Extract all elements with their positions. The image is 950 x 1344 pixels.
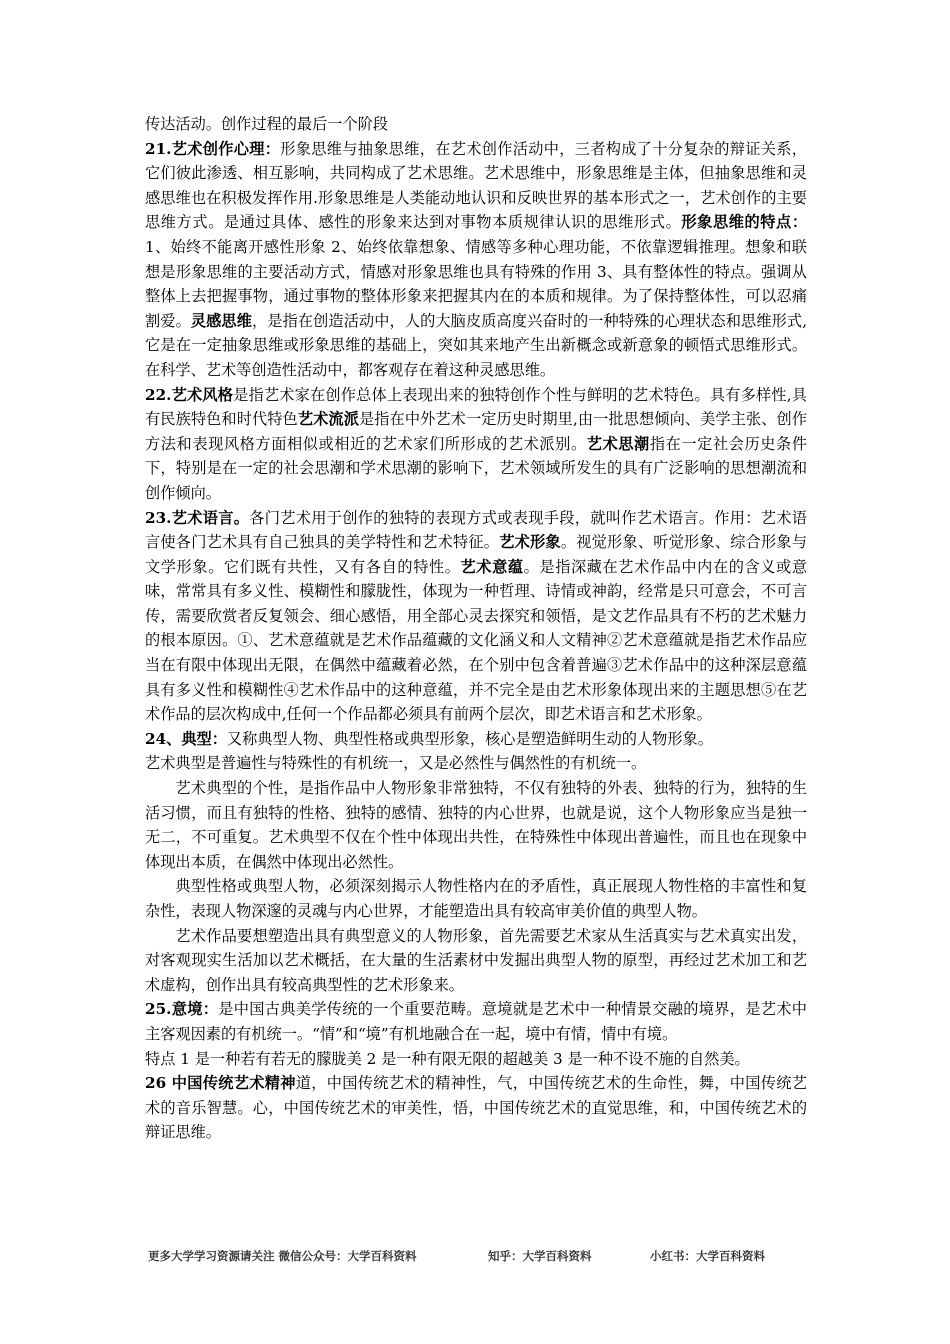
intro-line: 传达活动。创作过程的最后一个阶段 <box>145 115 388 133</box>
term-art-school: 艺术流派 <box>297 410 359 429</box>
section-24: 24、典型：又称典型人物、典型性格或典型形象，核心是塑造鲜明生动的人物形象。 <box>145 729 713 748</box>
section-24-heading: 24、典型： <box>145 729 227 748</box>
term-art-trend: 艺术思潮 <box>586 434 650 453</box>
section-23-heading: 23.艺术语言。 <box>145 508 250 527</box>
term-inspiration-thinking: 灵感思维 <box>190 311 252 330</box>
term-art-connotation: 艺术意蕴 <box>460 557 524 576</box>
footer-xiaohongshu: 小红书：大学百科资料 <box>650 1249 765 1263</box>
footer-zhihu: 知乎：大学百科资料 <box>488 1249 592 1263</box>
term-image-thinking-features: 形象思维的特点： <box>681 213 808 232</box>
document-body <box>145 112 807 1145</box>
section-21: 21.艺术创作心理：形象思维与抽象思维，在艺术创作活动中，三者构成了十分复杂的辩证关系，它们彼此渗透、相互影响，共同构成了艺术思维。艺术思维中，形象思维是主体，但抽象思维和灵感思维也在积极发挥作用.形象思维是人类能动地认识和反映世界的基本形式之一，艺术创作的主要思维方式。是通过具体、感性的形象来达到对事物本质规律认识的思维形式。形象思维的特点：1、始终不能离开感性形象 2、始终依靠想象、情感等多种心理功能，不依靠逻辑推理。想象和联想是形象思维的主要活动方式，情感对形象思维也具有特殊的作用 3、具有整体性的特点。强调从整体上去把握事物，通过事物的整体形象来把握其内在的本质和规律。为了保持整体性，可以忍痛割爱。灵感思维，是指在创造活动中，人的大脑皮质高度兴奋时的一种特殊的心理状态和思维形式,它是在一定抽象思维或形象思维的基础上，突如其来地产生出新概念或新意象的顿悟式思维形式。在科学、艺术等创造性活动中，都客观存在着这种灵感思维。 <box>145 139 808 379</box>
section-24-para-2: 艺术典型是普遍性与特殊性的有机统一，又是必然性与偶然性的有机统一。 <box>145 754 647 773</box>
page-footer <box>148 1248 808 1264</box>
section-26-heading: 26 中国传统艺术精神 <box>145 1074 296 1093</box>
section-22-heading: 22.艺术风格 <box>145 385 234 404</box>
section-25-features: 特点 1 是一种若有若无的朦胧美 2 是一种有限无限的超越美 3 是一种不设不施的自然美。 <box>145 1049 750 1068</box>
section-21-heading: 21.艺术创作心理： <box>145 139 281 158</box>
term-art-image: 艺术形象 <box>499 533 561 552</box>
footer-wechat: 更多大学学习资源请关注 微信公众号：大学百科资料 <box>148 1249 417 1263</box>
section-25: 25.意境：是中国古典美学传统的一个重要范畴。意境就是艺术中一种情景交融的境界，是艺术中主客观因素的有机统一。“情”和“境”有机地融合在一起，境中有情，情中有境。 <box>145 1000 807 1043</box>
section-24-para-3: 艺术典型的个性，是指作品中人物形象非常独特，不仅有独特的外表、独特的行为，独特的生活习惯，而且有独特的性格、独特的感情、独特的内心世界，也就是说，这个人物形象应当是独一无二，不可重复。艺术典型不仅在个性中体现出共性，在特殊性中体现出普遍性，而且也在现象中体现出本质，在偶然中体现出必然性。 <box>145 779 807 871</box>
section-24-para-5: 艺术作品要想塑造出具有典型意义的人物形象，首先需要艺术家从生活真实与艺术真实出发，对客观现实生活加以艺术概括，在大量的生活素材中发掘出典型人物的原型，再经过艺术加工和艺术虚构，创作出具有较高典型性的艺术形象来。 <box>145 926 807 994</box>
section-24-para-4: 典型性格或典型人物，必须深刻揭示人物性格内在的矛盾性，真正展现人物性格的丰富性和复杂性，表现人物深邃的灵魂与内心世界，才能塑造出具有较高审美价值的典型人物。 <box>145 877 807 920</box>
section-25-heading: 25.意境： <box>145 1000 219 1019</box>
section-23: 23.艺术语言。各门艺术用于创作的独特的表现方式或表现手段，就叫作艺术语言。作用：艺术语言使各门艺术具有自己独具的美学特性和艺术特征。艺术形象。视觉形象、听觉形象、综合形象与文学形象。它们既有共性，又有各自的特性。艺术意蕴。是指深藏在艺术作品中内在的含义或意味，常常具有多义性、模糊性和朦胧性，体现为一种哲理、诗情或神韵，经常是只可意会，不可言传，需要欣赏者反复领会、细心感悟，用全部心灵去探究和领悟，是文艺作品具有不朽的艺术魅力的根本原因。①、艺术意蕴就是艺术作品蕴藏的文化涵义和人文精神②艺术意蕴就是指艺术作品应当在有限中体现出无限，在偶然中蕴藏着必然，在个别中包含着普遍③艺术作品中的这种深层意蕴具有多义性和模糊性④艺术作品中的这种意蕴，并不完全是由艺术形象体现出来的主题思想⑤在艺术作品的层次构成中,任何一个作品都必须具有前两个层次，即艺术语言和艺术形象。 <box>145 508 808 724</box>
section-22: 22.艺术风格是指艺术家在创作总体上表现出来的独特创作个性与鲜明的艺术特色。具有多样性,具有民族特色和时代特色艺术流派是指在中外艺术一定历史时期里,由一批思想倾向、美学主张、创作方法和表现风格方面相似或相近的艺术家们所形成的艺术派别。艺术思潮指在一定社会历史条件下，特别是在一定的社会思潮和学术思潮的影响下，艺术领域所发生的具有广泛影响的思想潮流和创作倾向。 <box>145 385 808 502</box>
section-26: 26 中国传统艺术精神道，中国传统艺术的精神性，气，中国传统艺术的生命性，舞，中国传统艺术的音乐智慧。心，中国传统艺术的审美性，悟，中国传统艺术的直觉思维，和，中国传统艺术的辩证思维。 <box>145 1074 807 1142</box>
